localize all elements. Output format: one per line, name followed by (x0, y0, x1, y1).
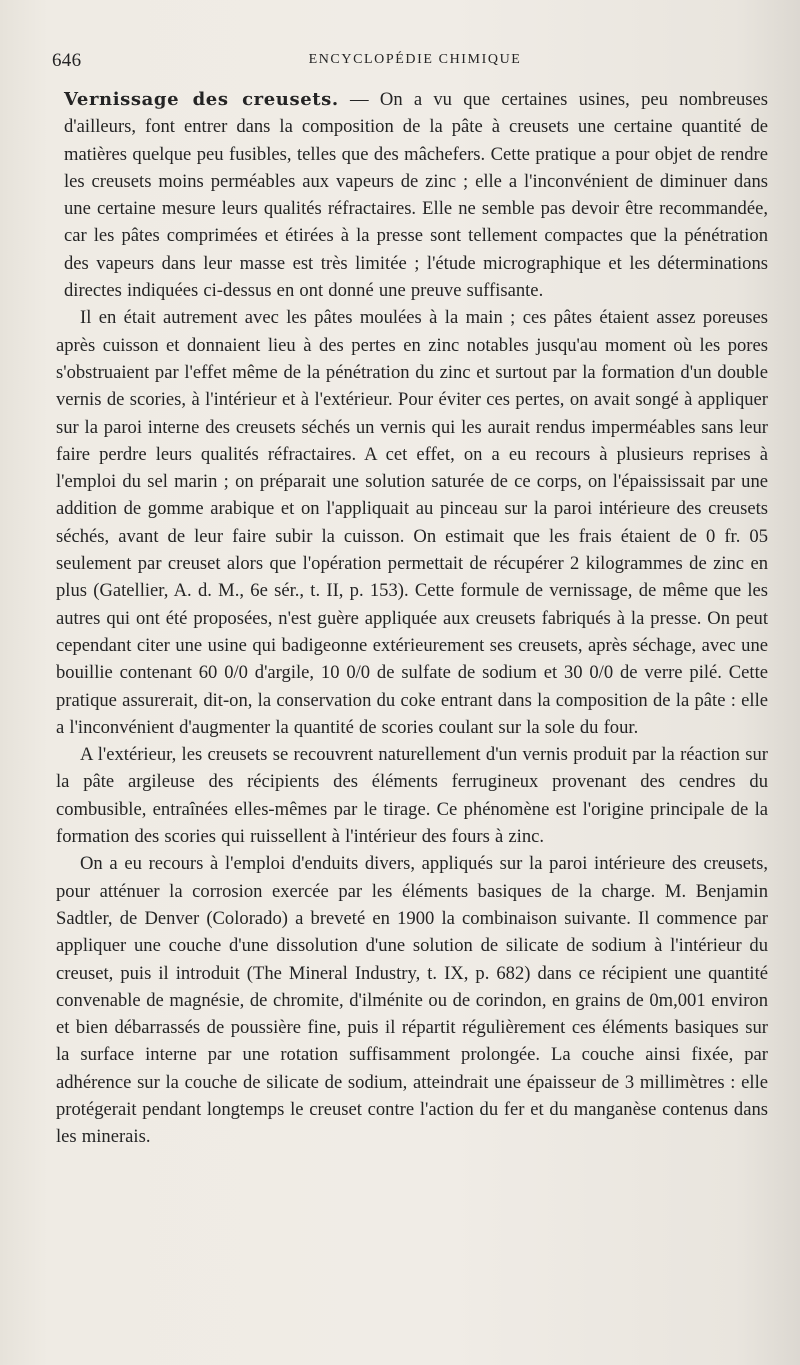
paragraph-1 (56, 86, 768, 304)
section-title: Vernissage des creusets. (64, 89, 339, 110)
paragraph-2: Il en était autrement avec les pâtes moulées à la main ; ces pâtes étaient assez poreuses après cuisson et donnaient lieu à des pertes en zinc notables jusqu'au moment où les pores s'obstruaient par l'effet même de la pénétration du zinc et surtout par la formation d'un double vernis de scories, à l'intérieur et à l'extérieur. Pour éviter ces pertes, on avait songé à appliquer sur la paroi interne des creusets séchés un vernis qui les aurait rendus imperméables sans leur faire perdre leurs qualités réfractaires. A cet effet, on a eu recours à plusieurs reprises à l'emploi du sel marin ; on préparait une solution saturée de ce corps, on l'épaississait par une addition de gomme arabique et on l'appliquait au pinceau sur la paroi intérieure des creusets séchés, avant de leur faire subir la cuisson. On estimait que les frais étaient de 0 fr. 05 seulement par creuset alors que l'opération permettait de récupérer 2 kilogrammes de zinc en plus (Gatellier, A. d. M., 6e sér., t. II, p. 153). Cette formule de vernissage, de même que les autres qui ont été proposées, n'est guère appliquée aux creusets fabriqués à la presse. On peut cependant citer une usine qui badigeonne extérieurement ses creusets, après séchage, avec une bouillie contenant 60 0/0 d'argile, 10 0/0 de sulfate de sodium et 30 0/0 de verre pilé. Cette pratique assurerait, dit-on, la conservation du coke entrant dans la composition de la pâte : elle a l'inconvénient d'augmenter la quantité de scories coulant sur la sole du four. (56, 307, 768, 738)
paragraph-1-text: — On a vu que certaines usines, peu nombreuses d'ailleurs, font entrer dans la composition de la pâte à creusets une certaine quantité de matières quelque peu fusibles, telles que des mâchefers. Cette pratique a pour objet de rendre les creusets moins perméables aux vapeurs de zinc ; elle a l'inconvénient de diminuer dans une certaine mesure leurs qualités réfractaires. Elle ne semble pas devoir être recommandée, car les pâtes comprimées et étirées à la presse sont tellement compactes que la pénétration des vapeurs dans leur masse est très limitée ; l'étude micrographique et les déterminations directes indiquées ci-dessus en ont donné une preuve suffisante. (64, 89, 768, 302)
paragraph-3: A l'extérieur, les creusets se recouvrent naturellement d'un vernis produit par la réaction sur la pâte argileuse des récipients des éléments ferrugineux provenant des cendres du combusible, entraînées elles-mêmes par le tirage. Ce phénomène est l'origine principale de la formation des scories qui ruissellent à l'intérieur des fours à zinc. (56, 744, 768, 848)
running-title: ENCYCLOPÉDIE CHIMIQUE (308, 52, 522, 67)
page-header (52, 50, 770, 74)
page-number: 646 (52, 50, 82, 71)
paragraph-4: On a eu recours à l'emploi d'enduits divers, appliqués sur la paroi intérieure des creusets, pour atténuer la corrosion exercée par les éléments basiques de la charge. M. Benjamin Sadtler, de Denver (Colorado) a breveté en 1900 la combinaison suivante. Il commence par appliquer une couche d'une dissolution d'une solution de silicate de sodium à l'intérieur du creuset, puis il introduit (The Mineral Industry, t. IX, p. 682) dans ce récipient une quantité convenable de magnésie, de chromite, d'ilménite ou de corindon, en grains de 0m,001 environ et bien débarrassés de poussière fine, puis il répartit régulièrement ces éléments basiques sur la surface interne par une rotation suffisamment prolongée. La couche ainsi fixée, par adhérence sur la couche de silicate de sodium, atteindrait une épaisseur de 3 millimètres : elle protégerait pendant longtemps le creuset contre l'action du fer et du manganèse contenus dans les minerais. (56, 853, 768, 1148)
body-text (56, 86, 768, 1151)
